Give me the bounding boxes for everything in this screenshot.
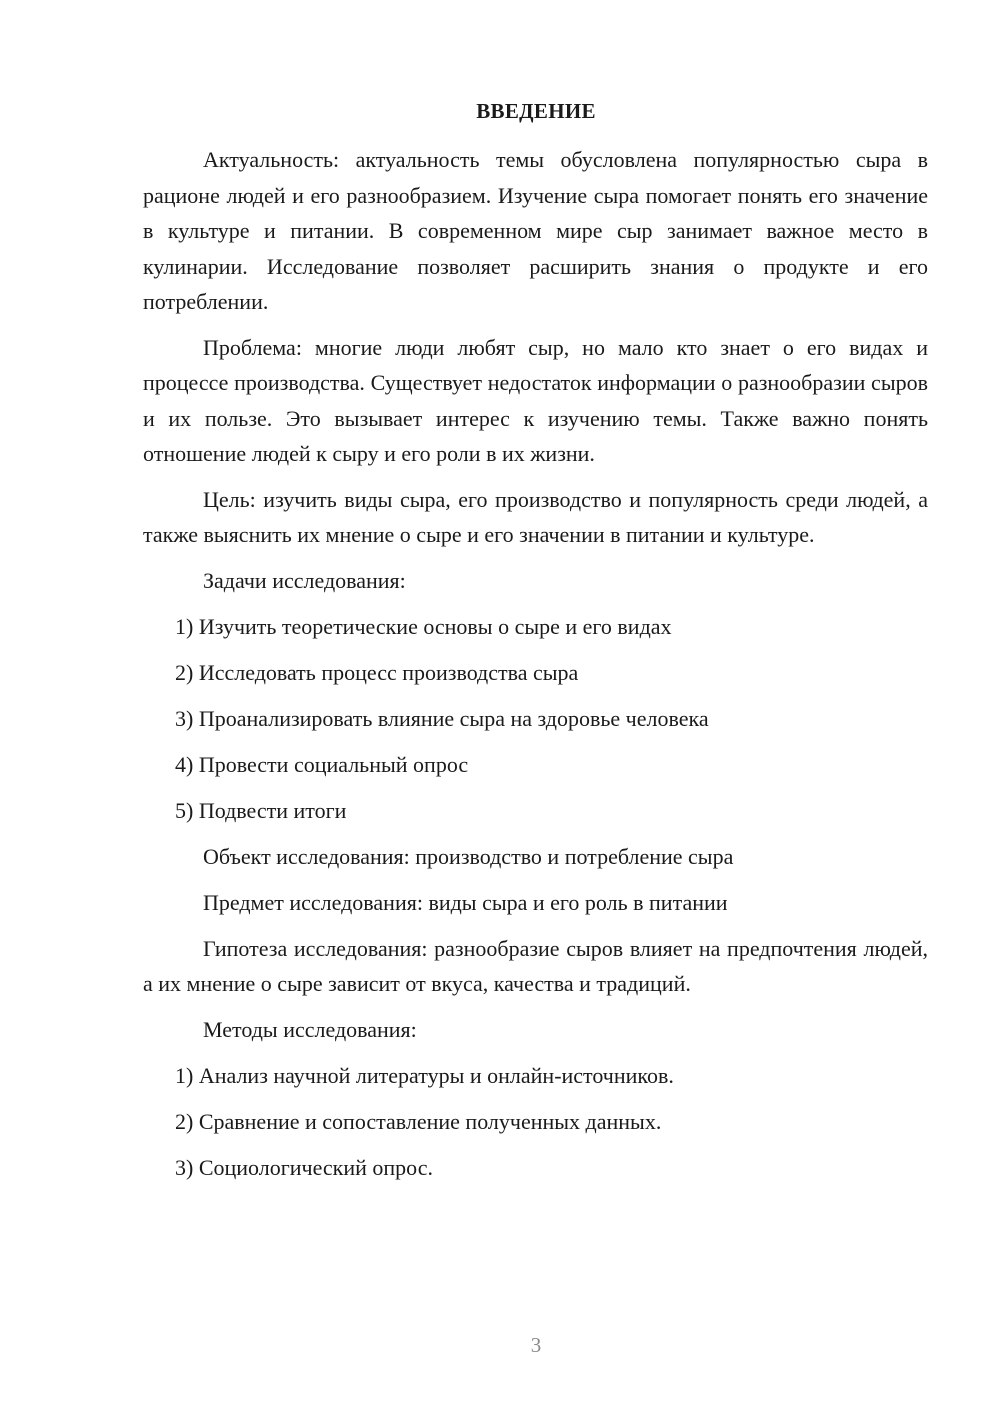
list-item: 2) Сравнение и сопоставление полученных данных. <box>175 1108 662 1134</box>
hypothesis-paragraph: Гипотеза исследования: разнообразие сыров влияет на предпочтения людей, а их мнение о сыре зависит от вкуса, качества и традиций. <box>143 935 928 996</box>
research-object: Объект исследования: производство и потребление сыра <box>203 843 734 869</box>
research-subject: Предмет исследования: виды сыра и его роль в питании <box>203 889 728 915</box>
list-item: 1) Изучить теоретические основы о сыре и его видах <box>175 613 672 639</box>
list-item: 5) Подвести итоги <box>175 797 347 823</box>
list-item: 2) Исследовать процесс производства сыра <box>175 659 579 685</box>
list-item: 4) Провести социальный опрос <box>175 751 469 777</box>
relevance-paragraph: Актуальность: актуальность темы обусловлена популярностью сыра в рационе людей и его разнообразием. Изучение сыра помогает понять его значение в культуре и питании. В современном мире сыр занимает важное место в кулинарии. Исследование позволяет расширить знания о продукте и его потреблении. <box>143 147 928 314</box>
main-content <box>143 142 928 1196</box>
page-number: 3 <box>530 1333 542 1357</box>
methods-heading: Методы исследования: <box>203 1016 417 1042</box>
page-title: ВВЕДЕНИЕ <box>476 99 596 123</box>
goal-paragraph: Цель: изучить виды сыра, его производство и популярность среди людей, а также выяснить их мнение о сыре и его значении в питании и культуре. <box>143 486 928 547</box>
list-item: 3) Социологический опрос. <box>175 1154 433 1180</box>
list-item: 3) Проанализировать влияние сыра на здоровье человека <box>175 705 709 731</box>
problem-paragraph: Проблема: многие люди любят сыр, но мало кто знает о его видах и процессе производства. Существует недостаток информации о разнообразии сыров и их пользе. Это вызывает интерес к изучению темы. Также важно понять отношение людей к сыру и его роли в их жизни. <box>143 334 928 466</box>
tasks-heading: Задачи исследования: <box>203 567 406 593</box>
methods-list <box>143 1058 928 1186</box>
list-item: 1) Анализ научной литературы и онлайн-источников. <box>175 1062 674 1088</box>
tasks-list <box>143 609 928 829</box>
